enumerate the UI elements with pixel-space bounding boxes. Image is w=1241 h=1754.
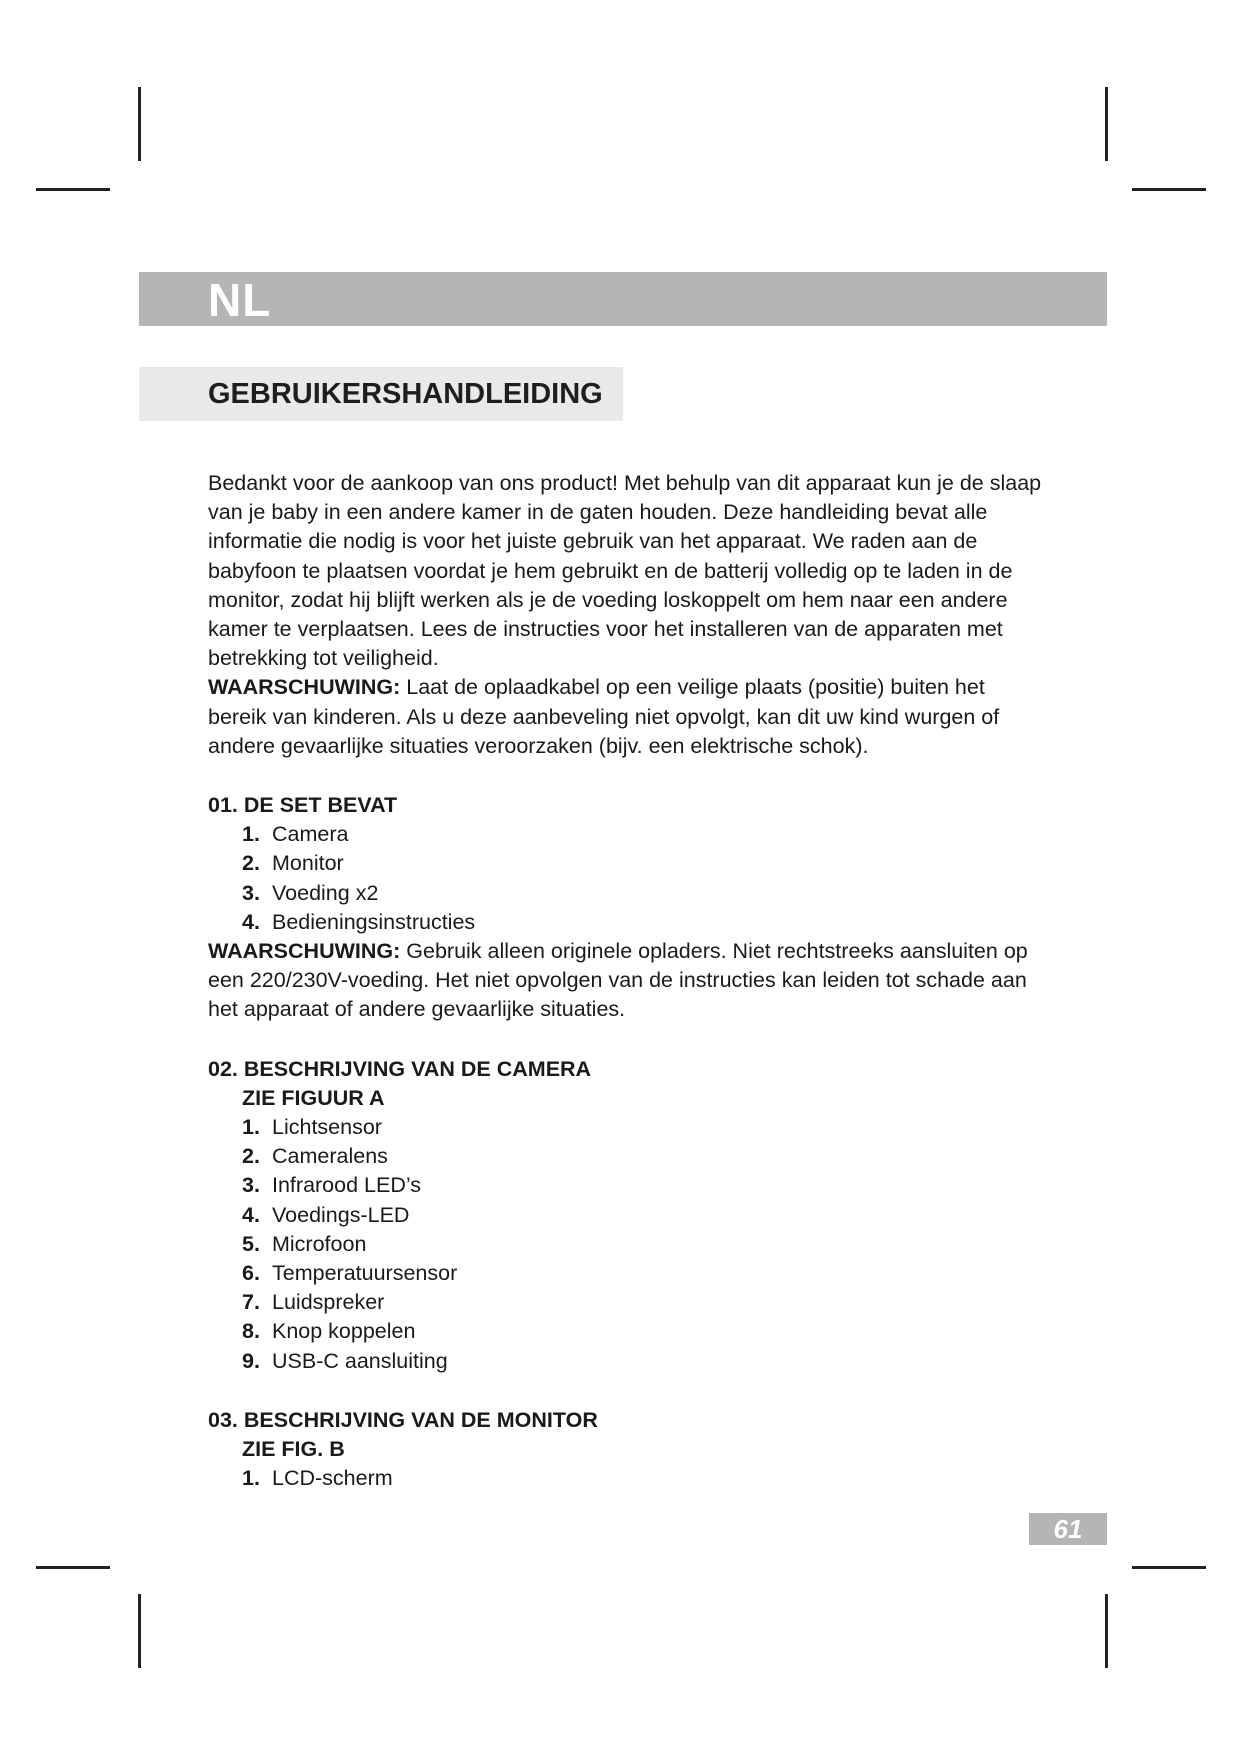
list-item: 6. Temperatuursensor [242,1261,458,1286]
crop-mark-bottom-right-horizontal [1132,1566,1206,1569]
list-item: 9. USB-C aansluiting [242,1348,448,1373]
set-warning [208,937,1048,1025]
intro-warning [208,673,1048,761]
crop-mark-top-left-horizontal [36,188,110,191]
crop-mark-bottom-left-horizontal [36,1566,110,1569]
crop-mark-bottom-right-vertical [1105,1594,1108,1668]
warning-text: Gebruik alleen originele opladers. Niet rechtstreeks aansluiten op een 220/230V-voeding. Het niet opvolgen van de instructies kan leiden tot schade aan het apparaat of andere gevaarlijke situaties. [208,939,1028,1022]
list-item: 2. Monitor [242,851,344,876]
intro-paragraph: Bedankt voor de aankoop van ons product! Met behulp van dit apparaat kun je de slaap van je baby in een andere kamer in de gaten houden. Deze handleiding bevat alle informatie die nodig is voor het juiste gebruik van het apparaat. We raden aan de babyfoon te plaatsen voordat je hem gebruikt en de batterij volledig op te laden in de monitor, zodat hij blijft werken als je de voeding loskoppelt om hem naar een andere kamer te verplaatsen. Lees de instructies voor het installeren van de apparaten met betrekking tot veiligheid. [208,471,1042,671]
section-heading: 01. DE SET BEVAT [208,793,398,818]
crop-mark-top-left-vertical [138,87,141,161]
crop-mark-top-right-vertical [1105,87,1108,161]
document-body [208,469,1048,1494]
section-monitor-description [208,1406,1048,1494]
list-item: 4. Bedieningsinstructies [242,909,476,934]
crop-mark-bottom-left-vertical [138,1594,141,1668]
warning-label: WAARSCHUWING: [208,939,401,964]
list-item: 2. Cameralens [242,1144,388,1169]
warning-text: Laat de oplaadkabel op een veilige plaats (positie) buiten het bereik van kinderen. Als u deze aanbeveling niet opvolgt, kan dit uw kind wurgen of andere gevaarlijke situaties veroorzaken (bijv. een elektrische schok). [208,675,1000,758]
list-item: 5. Microfoon [242,1231,367,1256]
warning-label: WAARSCHUWING: [208,675,401,700]
list-item: 1. Lichtsensor [242,1115,382,1140]
section-subheading: ZIE FIGUUR A [242,1085,385,1110]
list-item: 4. Voedings-LED [242,1202,410,1227]
section-subheading: ZIE FIG. B [242,1437,345,1462]
language-banner [139,272,1107,326]
list-item: 7. Luidspreker [242,1290,385,1315]
language-code: NL [208,274,272,326]
section-heading: 03. BESCHRIJVING VAN DE MONITOR [208,1407,598,1432]
page-number: 61 [1029,1513,1107,1545]
list-item: 1. LCD-scherm [242,1466,393,1491]
page-title-box [139,367,623,421]
page-title: GEBRUIKERSHANDLEIDING [208,378,603,410]
list-item: 3. Infrarood LED’s [242,1173,421,1198]
section-heading: 02. BESCHRIJVING VAN DE CAMERA [208,1056,592,1081]
section-camera-description [208,1055,1048,1376]
section-set-contents [208,791,1048,1025]
list-item: 8. Knop koppelen [242,1319,416,1344]
crop-mark-top-right-horizontal [1132,188,1206,191]
list-item: 1. Camera [242,822,349,847]
list-item: 3. Voeding x2 [242,880,379,905]
